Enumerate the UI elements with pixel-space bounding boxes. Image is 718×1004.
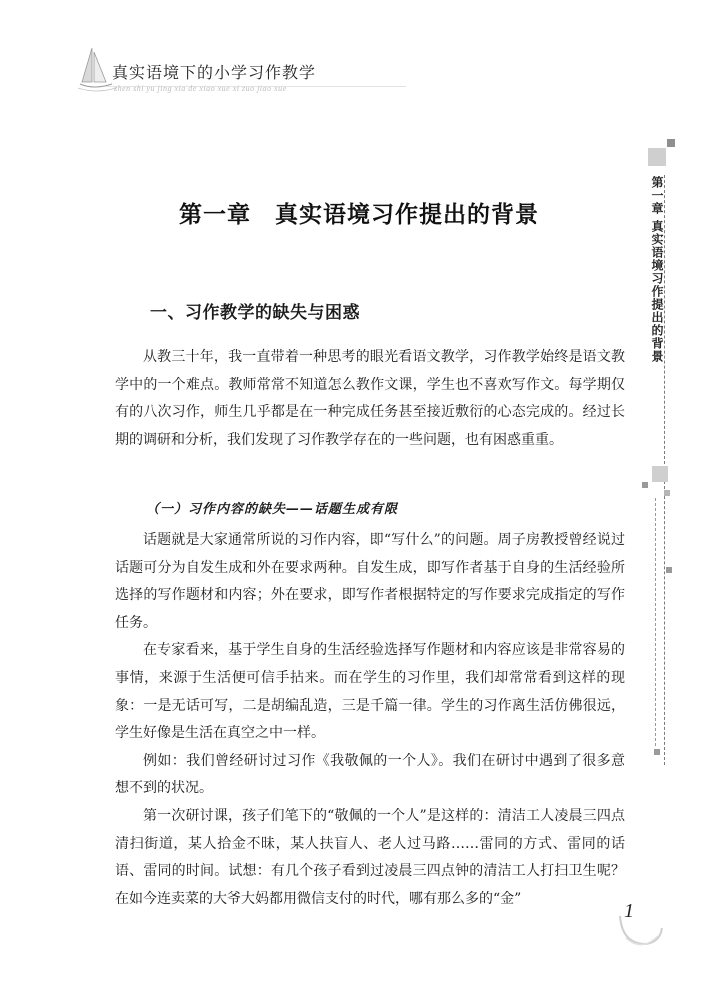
- body-paragraph-block: [115, 527, 625, 913]
- sidebar-decoration-square: [654, 749, 660, 755]
- sidebar-chapter-label: 第一章 真实语境习作提出的背景: [650, 176, 664, 364]
- chapter-title: 第一章 真实语境习作提出的背景: [179, 201, 539, 228]
- subsection-heading: （一）习作内容的缺失——话题生成有限: [146, 502, 399, 517]
- paragraph: 从教三十年，我一直带着一种思考的眼光看语文教学，习作教学始终是语文教学中的一个难点。教师常常不知道怎么教作文课，学生也不喜欢写作文。每学期仅有的八次习作，师生几乎都是在一种完成任务甚至接近敷衍的心态完成的。经过长期的调研和分析，我们发现了习作教学存在的一些问题，也有困惑重重。: [115, 349, 625, 448]
- running-header: [78, 44, 338, 96]
- sidebar-decoration-box: [652, 466, 668, 482]
- book-title-pinyin: zhen shi yu jing xia de xiao xue xi zuo jiao xue: [114, 84, 287, 93]
- book-title: 真实语境下的小学习作教学: [112, 63, 317, 82]
- swirl-icon: [612, 898, 668, 954]
- paragraph: 在专家看来，基于学生自身的生活经验选择写作题材和内容应该是非常容易的事情，来源于生活便可信手拈来。而在学生的习作里，我们却常常看到这样的现象：一是无话可写，二是胡编乱造，三是千篇一律。学生的习作离生活仿佛很远，学生好像是生活在真空之中一样。: [115, 642, 625, 742]
- sidebar-dashed-line: [655, 498, 656, 746]
- section-title: 一、习作教学的缺失与困惑: [150, 303, 360, 323]
- sidebar-decoration-square: [642, 482, 648, 488]
- paragraph: 例如：我们曾经研讨过习作《我敬佩的一个人》。我们在研讨中遇到了很多意想不到的状况。: [115, 752, 625, 797]
- sidebar-decoration-box: [648, 148, 666, 166]
- page-number-badge: [612, 898, 668, 954]
- sidebar-decoration-square: [666, 567, 672, 573]
- paragraph: 话题就是大家通常所说的习作内容，即“写什么”的问题。周子房教授曾经说过话题可分为自发生成和外在要求两种。自发生成，即写作者基于自身的生活经验所选择的写作题材和内容；外在要求，即写作者根据特定的写作要求完成指定的写作任务。: [115, 532, 625, 631]
- sidebar-decoration-square: [667, 139, 675, 147]
- intro-paragraph-block: [115, 344, 625, 454]
- paragraph: 第一次研讨课，孩子们笔下的“敬佩的一个人”是这样的：清洁工人凌晨三四点清扫街道，某人拾金不昧，某人扶盲人、老人过马路……雷同的方式、雷同的话语、雷同的时间。试想：有几个孩子看到过凌晨三四点钟的清洁工人打扫卫生呢？在如今连卖菜的大爷大妈都用微信支付的时代，哪有那么多的“金”: [115, 807, 625, 907]
- page-number: 1: [624, 900, 634, 922]
- sidebar-decoration-square: [664, 490, 670, 496]
